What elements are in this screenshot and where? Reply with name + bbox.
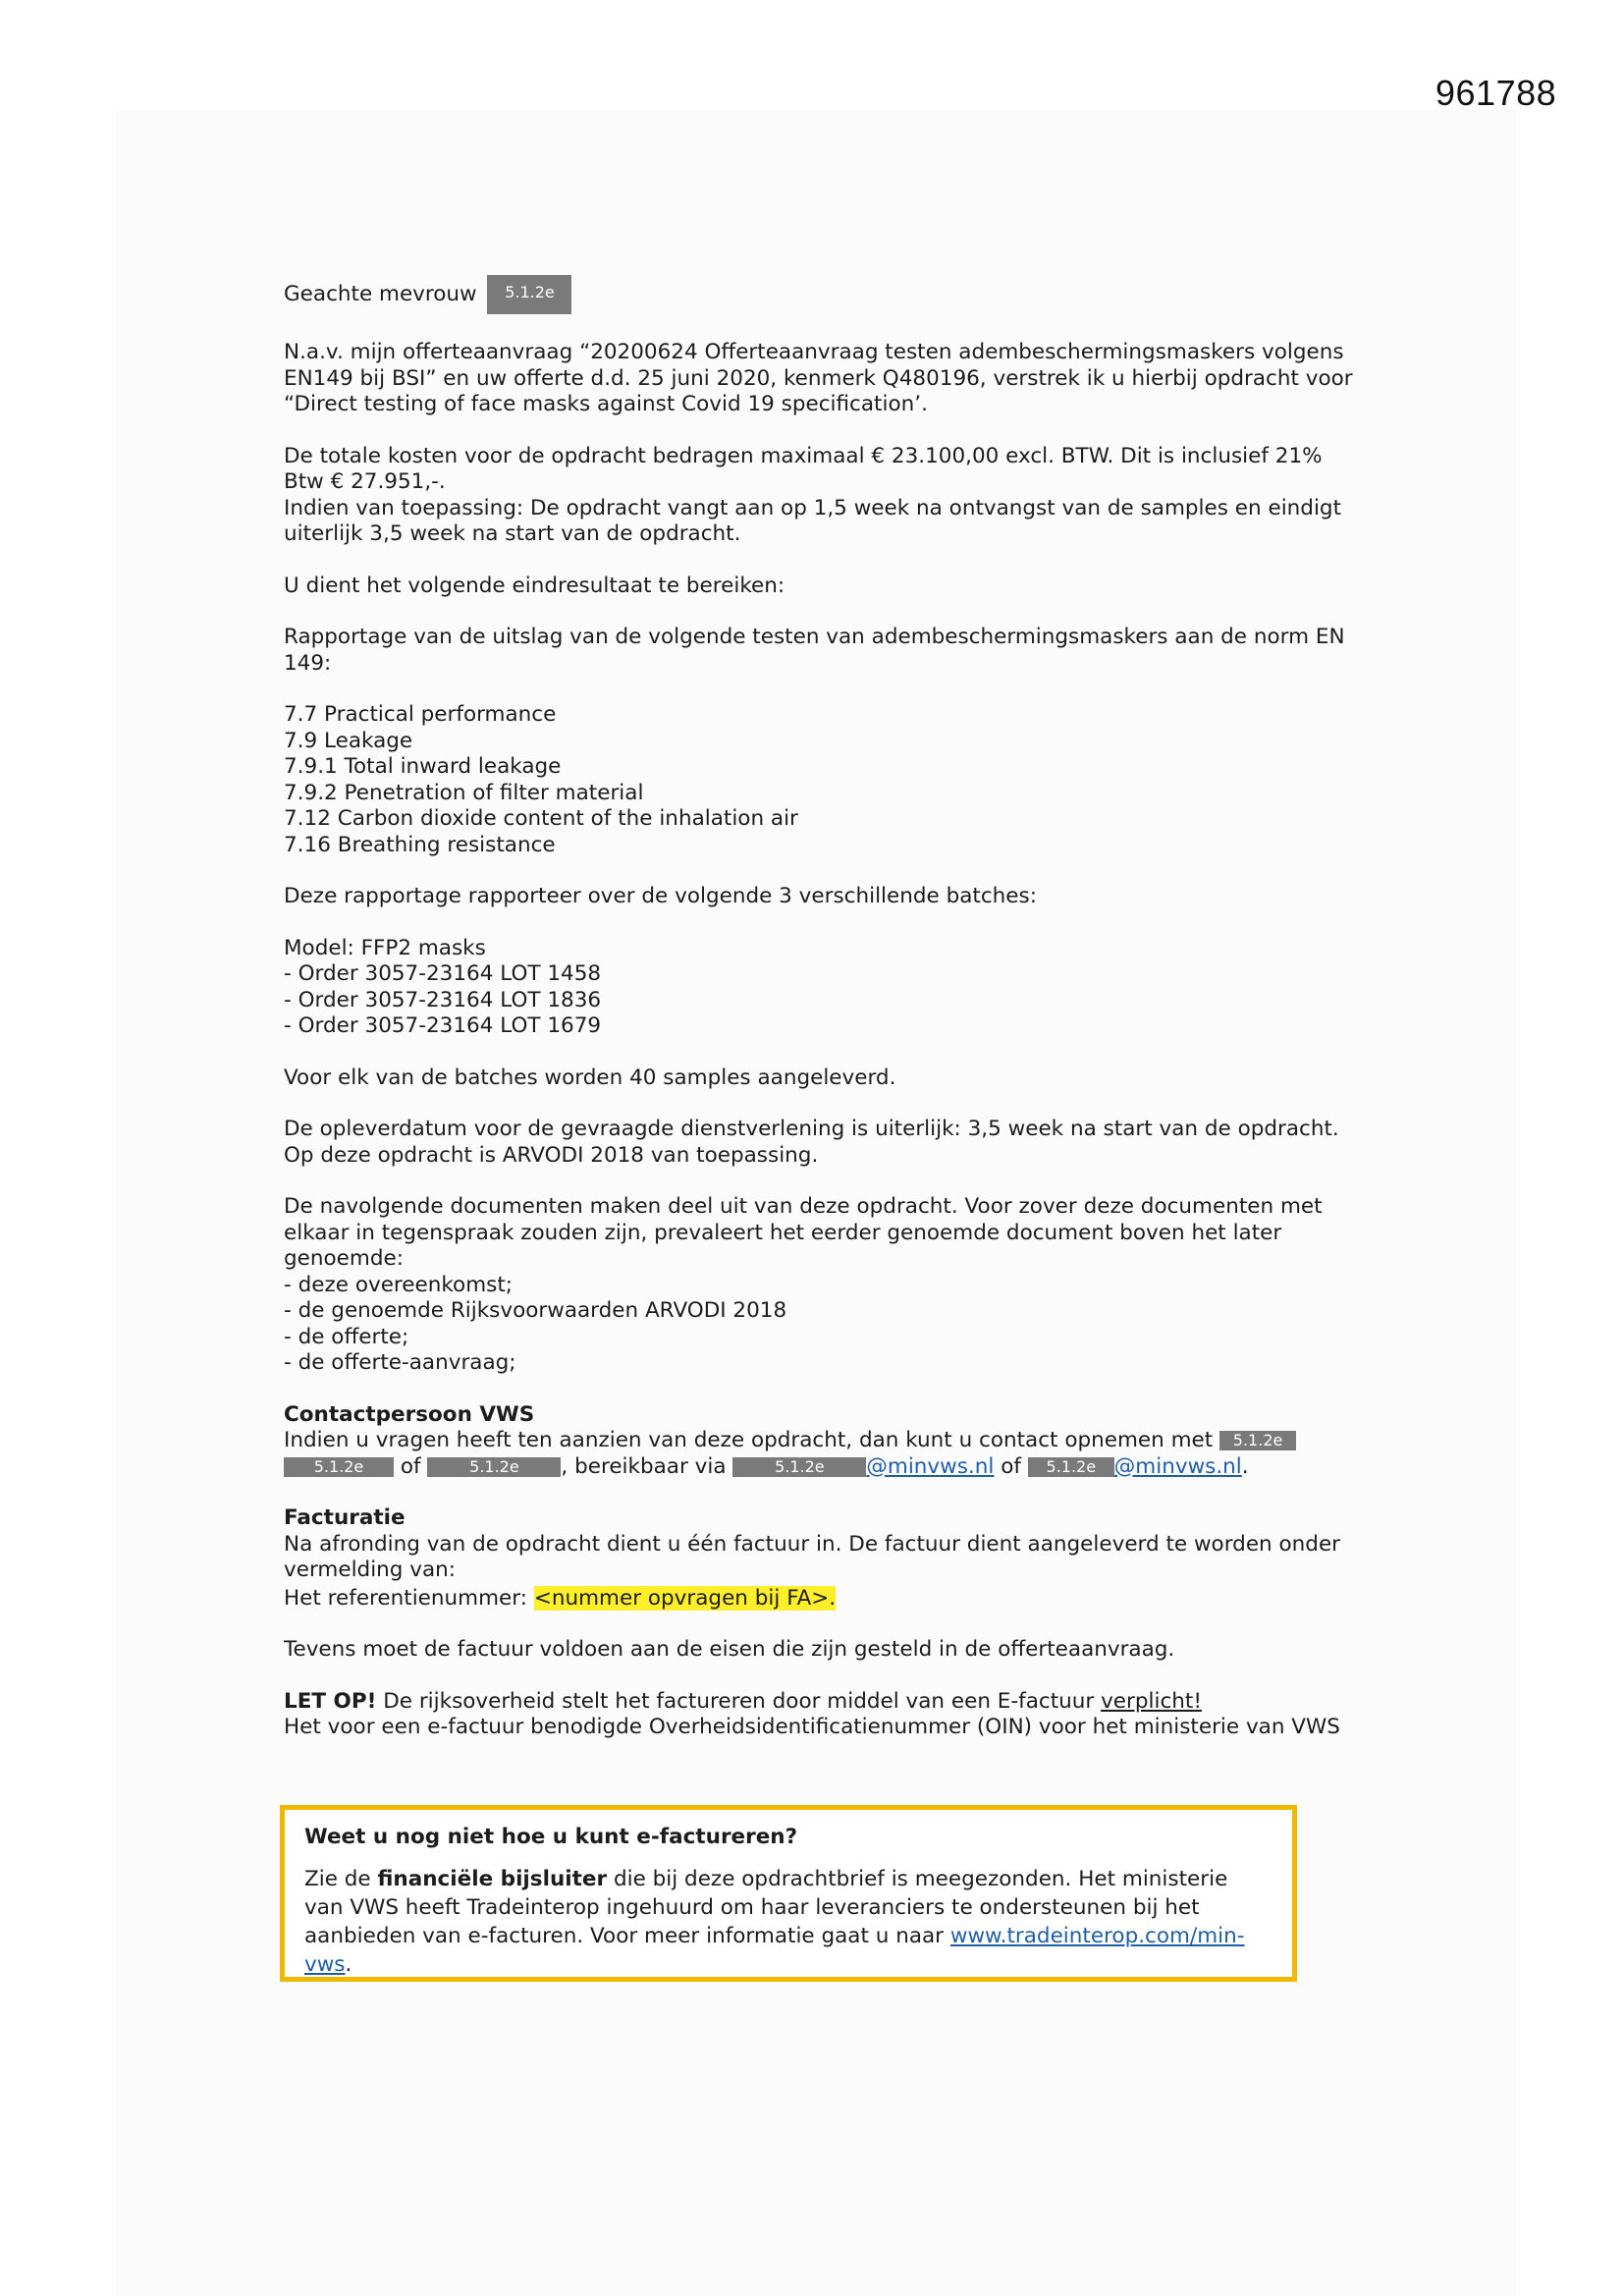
model-line: Model: FFP2 masks <box>284 935 486 960</box>
document-number: 961788 <box>1435 73 1557 113</box>
email-link[interactable]: @minvws.nl <box>866 1453 995 1479</box>
list-item: - de genoemde Rijksvoorwaarden ARVODI 2018 <box>284 1298 787 1323</box>
list-item: 7.9 Leakage <box>284 728 413 753</box>
info-text-part: . <box>345 1952 352 1977</box>
list-item: 7.7 Practical performance <box>284 702 557 727</box>
delivery-line: De opleverdatum voor de gevraagde dienstverlening is uiterlijk: 3,5 week na start van de opdracht. <box>284 1117 1339 1141</box>
contact-reach: , bereikbaar via <box>561 1453 727 1479</box>
orders-list <box>284 961 1364 1040</box>
result-intro: U dient het volgende eindresultaat te bereiken: <box>284 573 785 598</box>
reference-label: Het referentienummer: <box>284 1585 527 1611</box>
info-box-title: Weet u nog niet hoe u kunt e-factureren? <box>304 1825 798 1849</box>
documents-list <box>284 1273 1364 1377</box>
salutation <box>284 275 1364 314</box>
list-item: - de offerte-aanvraag; <box>284 1350 516 1375</box>
contact-paragraph <box>284 1428 1364 1480</box>
contact-end: . <box>1241 1453 1249 1479</box>
intro-paragraph: N.a.v. mijn offerteaanvraag “20200624 Offerteaanvraag testen adembeschermingsmaskers volgens EN149 bij BSI” en uw offerte d.d. 25 juni 2020, kenmerk Q480196, verstrek ik u hierbij opdracht voor “Direct testing of face masks against Covid 19 specification’. <box>284 340 1353 416</box>
reference-value: <nummer opvragen bij FA>. <box>533 1585 837 1611</box>
redaction-box: 5.1.2e <box>1219 1431 1296 1450</box>
contact-heading: Contactpersoon VWS <box>284 1401 535 1427</box>
email-link[interactable]: @minvws.nl <box>1113 1453 1242 1479</box>
contact-or: of <box>400 1453 421 1479</box>
attention-line <box>284 1689 1364 1716</box>
redaction-box: 5.1.2e <box>1028 1457 1114 1477</box>
list-item: 7.9.1 Total inward leakage <box>284 754 562 779</box>
batches-intro: Deze rapportage rapporteer over de volgende 3 verschillende batches: <box>284 884 1037 908</box>
attention-link[interactable]: verplicht! <box>1101 1688 1202 1714</box>
list-item: - Order 3057-23164 LOT 1679 <box>284 1013 602 1038</box>
info-text-bold: financiële bijsluiter <box>377 1867 608 1891</box>
list-item: - Order 3057-23164 LOT 1458 <box>284 961 602 986</box>
documents-intro: De navolgende documenten maken deel uit van deze opdracht. Voor zover deze documenten met elkaar in tegenspraak zouden zijn, prevaleert het eerder genoemde document boven het later genoemde: <box>284 1194 1323 1271</box>
info-text-part: Zie de <box>304 1867 378 1891</box>
redaction-box: 5.1.2e <box>427 1457 561 1477</box>
tests-list <box>284 702 1364 858</box>
invoice-heading: Facturatie <box>284 1505 406 1530</box>
info-box-text <box>304 1865 1272 1979</box>
list-item: 7.16 Breathing resistance <box>284 832 556 857</box>
arvodi-line: Op deze opdracht is ARVODI 2018 van toepassing. <box>284 1142 819 1168</box>
redaction-box: 5.1.2e <box>732 1457 866 1477</box>
tradeinterop-link[interactable]: www.tradeinterop.com/min-vws <box>304 1924 1245 1977</box>
reference-line <box>284 1586 1364 1613</box>
samples-line: Voor elk van de batches worden 40 samples aangeleverd. <box>284 1065 896 1090</box>
info-text-part: die bij deze opdrachtbrief is meegezonden. Het ministerie van VWS heeft Tradeinterop ingehuurd om haar leveranciers te ondersteunen bij het aanbieden van e-facturen. Voor meer informatie gaat u naar <box>304 1867 1228 1948</box>
oin-line: Het voor een e-factuur benodigde Overheidsidentificatienummer (OIN) voor het ministerie van VWS <box>284 1715 1340 1739</box>
attention-label: LET OP! <box>284 1688 377 1714</box>
report-intro: Rapportage van de uitslag van de volgende testen van adembeschermingsmaskers aan de norm EN 149: <box>284 625 1345 676</box>
salutation-text: Geachte mevrouw <box>284 282 477 306</box>
costs-paragraph: De totale kosten voor de opdracht bedragen maximaal € 23.100,00 excl. BTW. Dit is inclusief 21% Btw € 27.951,-. <box>284 443 1323 494</box>
list-item: - de offerte; <box>284 1324 409 1349</box>
list-item: - Order 3057-23164 LOT 1836 <box>284 987 602 1012</box>
letter-body <box>284 275 1364 1741</box>
list-item: 7.12 Carbon dioxide content of the inhalation air <box>284 806 798 831</box>
contact-or: of <box>1001 1453 1021 1479</box>
redaction-box: 5.1.2e <box>487 275 571 314</box>
redaction-box: 5.1.2e <box>284 1457 394 1477</box>
e-invoice-info-box <box>280 1805 1297 1982</box>
invoice-paragraph: Na afronding van de opdracht dient u één factuur in. De factuur dient aangeleverd te worden onder vermelding van: <box>284 1531 1341 1582</box>
requirements-line: Tevens moet de factuur voldoen aan de eisen die zijn gesteld in de offerteaanvraag. <box>284 1637 1175 1662</box>
contact-text: Indien u vragen heeft ten aanzien van deze opdracht, dan kunt u contact opnemen met <box>284 1428 1214 1452</box>
start-paragraph: Indien van toepassing: De opdracht vangt aan op 1,5 week na ontvangst van de samples en eindigt uiterlijk 3,5 week na start van de opdracht. <box>284 495 1341 546</box>
list-item: - deze overeenkomst; <box>284 1272 514 1297</box>
attention-text: De rijksoverheid stelt het factureren door middel van een E-factuur <box>376 1688 1102 1714</box>
list-item: 7.9.2 Penetration of filter material <box>284 780 644 805</box>
